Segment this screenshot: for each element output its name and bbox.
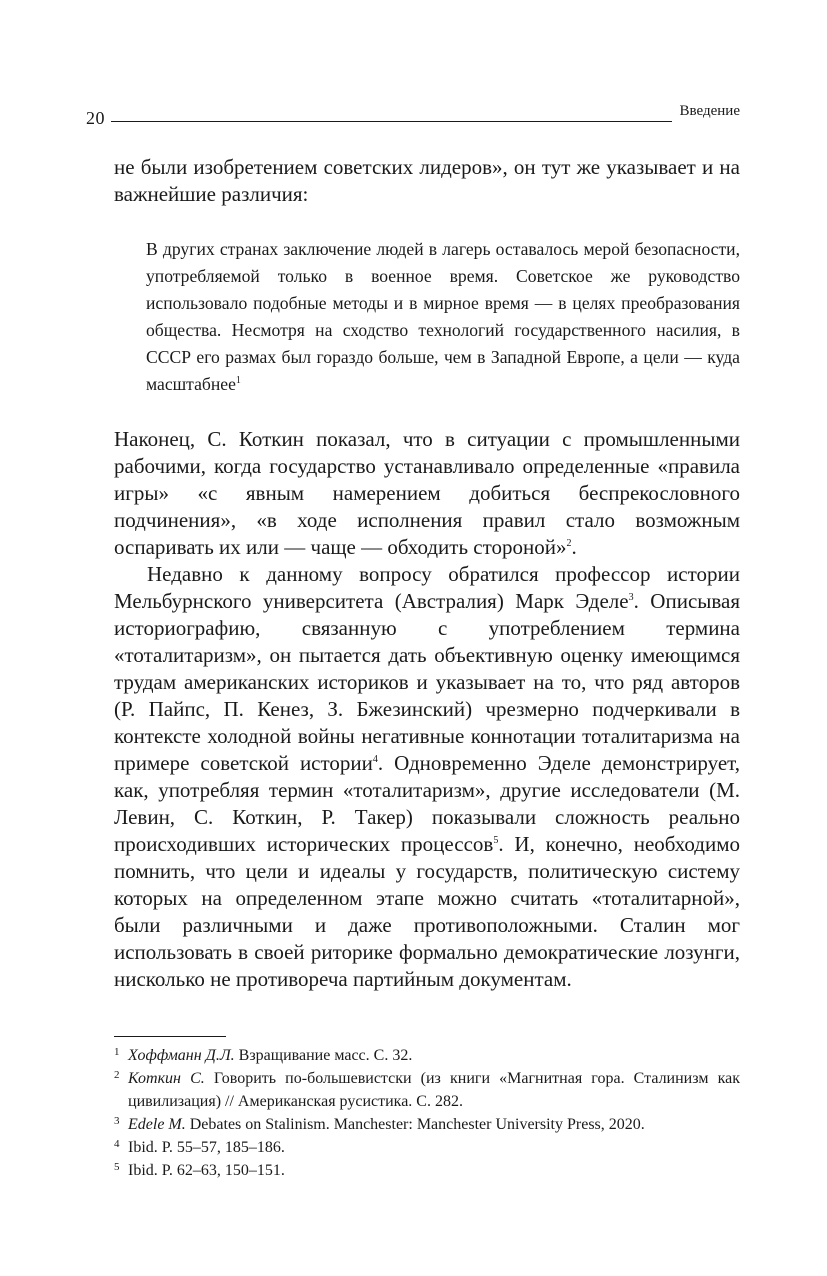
paragraph-1: не были изобретением советских лидеров», он тут же указывает и на важнейшие различия: xyxy=(114,155,740,206)
footnote-number: 5 xyxy=(114,1161,120,1173)
footnote-ref: 4 xyxy=(372,754,378,765)
footnote-number: 4 xyxy=(114,1138,120,1150)
footnote xyxy=(114,1159,740,1182)
footnote-author: Хоффманн Д.Л. xyxy=(128,1047,235,1064)
footnote-text: Debates on Stalinism. Manchester: Manchester University Press, 2020. xyxy=(185,1116,645,1133)
footnote-text: Ibid. P. 55–57, 185–186. xyxy=(128,1139,285,1156)
paragraph-3-part4: . И, конечно, необходимо помнить, что цели и идеалы у государств, политическую систему которых на определенном этапе можно считать «тоталитарной», были различными и даже противоположными. Сталин мог использовать в своей риторике формально демократические лозунги, нисколько не противореча партийным документам. xyxy=(114,832,741,991)
footnote-author: Edele M. xyxy=(128,1116,186,1133)
paragraph-3-part2: . Описывая историографию, связанную с употреблением термина «тоталитаризм», он пытается дать объективную оценку имеющимся трудам американских историков и указывает на то, что ряд авторов (Р. Пайпс, П. Кенез, З. Бжезинский) чрезмерно подчеркивали в контексте холодной войны негативные коннотации тоталитаризма на примере советской истории xyxy=(114,589,740,775)
quote-text: В других странах заключение людей в лагерь оставалось мерой безопасности, употребляемой только в военное время. Советское же руководство использовало подобные методы и в мирное время — в целях преобразования общества. Несмотря на сходство технологий государственного насилия, в СССР его размах был гораздо больше, чем в Западной Европе, а цели — куда масштабнее xyxy=(146,239,740,394)
footnote-number: 1 xyxy=(114,1046,120,1058)
paragraph-2 xyxy=(114,426,740,561)
footnote-text: Говорить по-большевистски (из книги «Магнитная гора. Сталинизм как цивилизация) // Американская русистика. С. 282. xyxy=(128,1070,740,1110)
footnote-rule xyxy=(114,1036,226,1037)
block-quote xyxy=(146,236,740,398)
page-number: 20 xyxy=(86,108,105,128)
footnote-ref: 2 xyxy=(566,538,572,549)
footnote xyxy=(114,1067,740,1113)
footnote-ref: 5 xyxy=(493,835,499,846)
paragraph-2-text: Наконец, С. Коткин показал, что в ситуации с промышленными рабочими, когда государство устанавливало определенные «правила игры» «с явным намерением добиться беспрекословного подчинения», «в ходе исполнения правил стало возможным оспаривать их или — чаще — обходить стороной» xyxy=(114,427,740,559)
header-rule xyxy=(111,121,672,122)
footnote-text: Ibid. P. 62–63, 150–151. xyxy=(128,1162,285,1179)
section-title: Введение xyxy=(679,103,740,119)
paragraph-3 xyxy=(114,561,740,993)
footnote xyxy=(114,1113,740,1136)
running-header xyxy=(86,100,740,128)
footnote-author: Коткин С. xyxy=(128,1070,205,1087)
footnote-number: 3 xyxy=(114,1115,120,1127)
footnote xyxy=(114,1044,740,1067)
paragraph-3-part1: Недавно к данному вопросу обратился профессор истории Мельбурнского университета (Австралия) Марк Эделе xyxy=(114,562,740,613)
footnote-ref: 3 xyxy=(628,592,634,603)
paragraph-3-part3: . Одновременно Эделе демонстрирует, как, употребляя термин «тоталитаризм», другие исследователи (М. Левин, С. Коткин, Р. Такер) показывали сложность реально происходивших исторических процессов xyxy=(114,751,740,856)
footnote xyxy=(114,1136,740,1159)
footnote-text: Взращивание масс. С. 32. xyxy=(234,1047,413,1064)
footnote-ref: 1 xyxy=(235,375,241,387)
paragraph-2-tail: . xyxy=(571,535,577,559)
footnote-number: 2 xyxy=(114,1069,120,1081)
footnotes xyxy=(114,1044,740,1182)
